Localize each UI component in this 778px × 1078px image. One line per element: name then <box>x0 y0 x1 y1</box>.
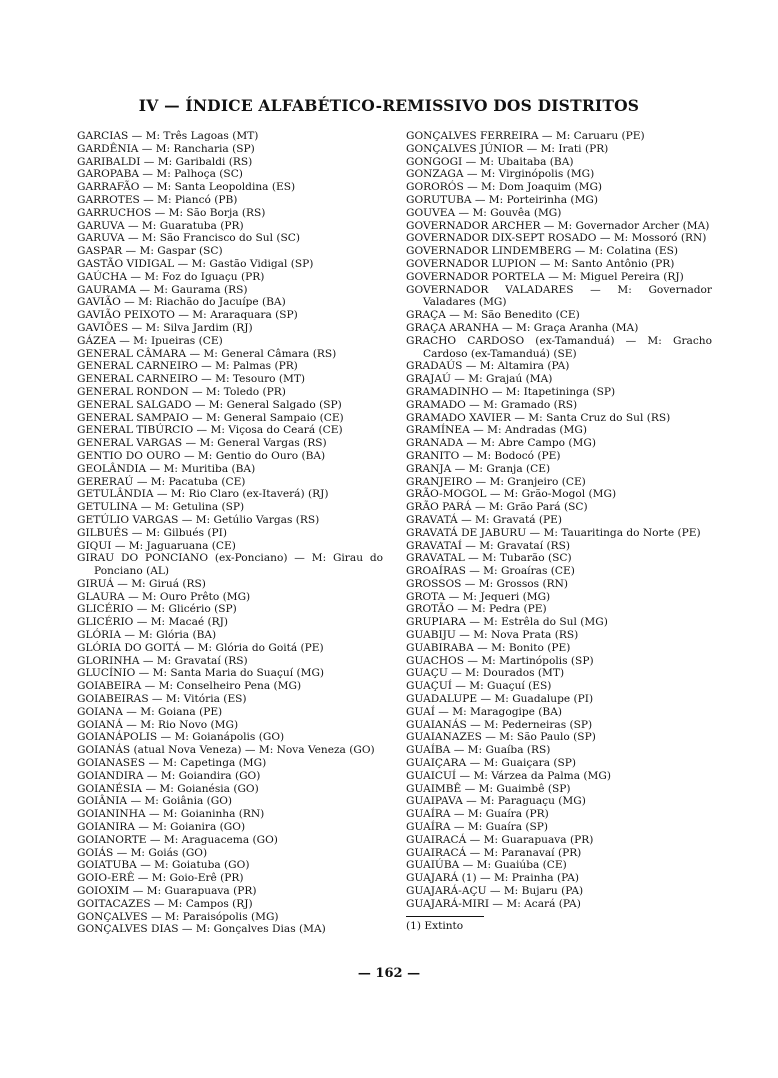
index-entry: GILBUÉS — M: Gilbués (PI) <box>77 526 227 539</box>
index-entry: GUAÍ — M: Maragogipe (BA) <box>406 705 563 718</box>
index-entry: GIRAU DO PONCIANO (ex-Ponciano) — M: Girau do Ponciano (AL) <box>77 552 383 578</box>
index-entry: GASPAR — M: Gaspar (SC) <box>77 245 223 258</box>
index-entry: GRANJA — M: Granja (CE) <box>406 462 551 475</box>
index-entry: GAVIÕES — M: Silva Jardim (RJ) <box>77 321 253 334</box>
index-entry: GUAICUÍ — M: Várzea da Palma (MG) <box>406 769 611 782</box>
index-entry: GARRUCHOS — M: São Borja (RS) <box>77 206 266 219</box>
index-entry: GUAÇU — M: Dourados (MT) <box>406 667 565 680</box>
index-entry: GRAMADINHO — M: Itapetininga (SP) <box>406 385 616 398</box>
index-entry: GIQUI — M: Jaguaruana (CE) <box>77 539 236 552</box>
index-entry: GOIANDIRA — M: Goiandira (GO) <box>77 769 261 782</box>
index-entry: GENERAL VARGAS — M: General Vargas (RS) <box>77 437 327 450</box>
index-entry: GEOLÂNDIA — M: Muritiba (BA) <box>77 462 256 475</box>
left-column <box>77 130 383 936</box>
index-entry: GOIANÁPOLIS — M: Goianápolis (GO) <box>77 731 285 744</box>
index-entry: GUAÍRA — M: Guaíra (SP) <box>406 821 549 834</box>
index-entry: GRAÇA — M: São Benedito (CE) <box>406 309 580 322</box>
index-entry: GUAIÚBA — M: Guaiúba (CE) <box>406 859 567 872</box>
index-entry: GARCIAS — M: Três Lagoas (MT) <box>77 130 259 142</box>
index-entry: GARDÊNIA — M: Rancharia (SP) <box>77 142 255 155</box>
index-entry: GRAJAÚ — M: Grajaú (MA) <box>406 373 553 386</box>
index-entry: GOVERNADOR LINDEMBERG — M: Colatina (ES) <box>406 245 678 258</box>
index-entry: GRÃO PARÁ — M: Grão Pará (SC) <box>406 501 588 514</box>
index-entry: GENERAL SAMPAIO — M: General Sampaio (CE) <box>77 411 344 424</box>
index-entry: GUAJARÁ (1) — M: Prainha (PA) <box>406 872 580 885</box>
page-number: — 162 — <box>357 966 421 981</box>
index-entry: GOVERNADOR LUPION — M: Santo Antônio (PR) <box>406 257 675 270</box>
index-entry: GRANADA — M: Abre Campo (MG) <box>406 437 596 450</box>
index-entry: GRADAÚS — M: Altamira (PA) <box>406 360 570 373</box>
index-entry: GOIO-ERÊ — M: Goio-Erê (PR) <box>77 872 244 885</box>
index-entry: GUAÍRA — M: Guaíra (PR) <box>406 808 549 821</box>
index-entry: GUAIANAZES — M: São Paulo (SP) <box>406 731 596 744</box>
index-entry: GASTÃO VIDIGAL — M: Gastão Vidigal (SP) <box>77 257 314 270</box>
index-entry: GENTIO DO OURO — M: Gentio do Ouro (BA) <box>77 449 326 462</box>
index-entry: GLORINHA — M: Gravataí (RS) <box>77 654 248 667</box>
index-entry: GRAMADO XAVIER — M: Santa Cruz do Sul (RS) <box>406 411 671 424</box>
right-entries <box>406 130 712 911</box>
index-entry: GROSSOS — M: Grossos (RN) <box>406 577 568 590</box>
index-entry: GOIABEIRA — M: Conselheiro Pena (MG) <box>77 680 302 693</box>
index-entry: GLAURA — M: Ouro Prêto (MG) <box>77 590 251 603</box>
index-entry: GUAIÇARA — M: Guaiçara (SP) <box>406 757 577 770</box>
index-entry: GENERAL CÂMARA — M: General Câmara (RS) <box>77 347 337 360</box>
index-entry: GÁZEA — M: Ipueiras (CE) <box>77 334 223 347</box>
index-entry: GRANJEIRO — M: Granjeiro (CE) <box>406 475 586 488</box>
index-entry: GARUVA — M: São Francisco do Sul (SC) <box>77 232 301 245</box>
index-entry: GETULINA — M: Getulina (SP) <box>77 501 245 514</box>
index-entry: GRAÇA ARANHA — M: Graça Aranha (MA) <box>406 321 639 334</box>
index-entry: GROTÃO — M: Pedra (PE) <box>406 603 547 616</box>
footnote-rule <box>406 916 484 917</box>
index-entry: GARROTES — M: Piancó (PB) <box>77 193 238 206</box>
index-entry: GUAIANÁS — M: Pederneiras (SP) <box>406 718 593 731</box>
index-entry: GOIANÁ — M: Rio Novo (MG) <box>77 718 239 731</box>
index-entry: GROTA — M: Jequeri (MG) <box>406 590 551 603</box>
index-entry: GONÇALVES — M: Paraisópolis (MG) <box>77 910 279 923</box>
index-entry: GARUVA — M: Guaratuba (PR) <box>77 219 244 232</box>
index-entry: GRÃO-MOGOL — M: Grão-Mogol (MG) <box>406 488 617 501</box>
index-entry: GLÓRIA — M: Glória (BA) <box>77 629 217 642</box>
index-entry: GUAIRACÁ — M: Paranavaí (PR) <box>406 846 582 859</box>
footnote: (1) Extinto <box>406 919 464 932</box>
index-entry: GERERAÚ — M: Pacatuba (CE) <box>77 475 246 488</box>
index-entry: GRAMADO — M: Gramado (RS) <box>406 398 578 411</box>
index-entry: GOIANINHA — M: Goianinha (RN) <box>77 808 265 821</box>
index-entry: GUAJARÁ-AÇU — M: Bujaru (PA) <box>406 885 584 898</box>
right-column <box>406 130 712 932</box>
index-entry: GUAÍBA — M: Guaíba (RS) <box>406 744 551 757</box>
index-entry: GENERAL TIBÚRCIO — M: Viçosa do Ceará (CE) <box>77 424 343 437</box>
index-entry: GENERAL CARNEIRO — M: Tesouro (MT) <box>77 373 306 386</box>
index-entry: GOIOXIM — M: Guarapuava (PR) <box>77 885 257 898</box>
index-entry: GRAVATAÍ — M: Gravataí (RS) <box>406 539 570 552</box>
index-entry: GENERAL SALGADO — M: General Salgado (SP) <box>77 398 342 411</box>
index-entry: GUACHOS — M: Martinópolis (SP) <box>406 654 594 667</box>
index-entry: GLICÉRIO — M: Macaé (RJ) <box>77 616 229 629</box>
index-entry: GAÚCHA — M: Foz do Iguaçu (PR) <box>77 270 265 283</box>
index-entry: GOITACAZES — M: Campos (RJ) <box>77 897 253 910</box>
index-entry: GAURAMA — M: Gaurama (RS) <box>77 283 248 296</box>
index-entry: GUAÇUÍ — M: Guaçuí (ES) <box>406 680 552 693</box>
index-entry: GRAVATÁ DE JABURU — M: Tauaritinga do Norte (PE) <box>406 526 701 539</box>
index-entry: GOUVEA — M: Gouvêa (MG) <box>406 206 562 219</box>
index-entry: GORORÓS — M: Dom Joaquim (MG) <box>406 181 603 194</box>
index-entry: GARIBALDI — M: Garibaldi (RS) <box>77 155 253 168</box>
index-entry: GOVERNADOR ARCHER — M: Governador Archer (MA) <box>406 219 710 232</box>
index-entry: GOVERNADOR VALADARES — M: Governador Valadares (MG) <box>406 283 712 309</box>
index-entry: GRACHO CARDOSO (ex-Tamanduá) — M: Gracho Cardoso (ex-Tamanduá) (SE) <box>406 334 712 360</box>
index-entry: GOIATUBA — M: Goiatuba (GO) <box>77 859 250 872</box>
index-entry: GUABIJU — M: Nova Prata (RS) <box>406 629 579 642</box>
index-entry: GETULÂNDIA — M: Rio Claro (ex-Itaverá) (RJ) <box>77 488 329 501</box>
index-entry: GOVERNADOR DIX-SEPT ROSADO — M: Mossoró (RN) <box>406 232 707 245</box>
index-entry: GLÓRIA DO GOITÁ — M: Glória do Goitá (PE) <box>77 641 324 654</box>
index-entry: GRUPIARA — M: Estrêla do Sul (MG) <box>406 616 608 629</box>
index-entry: GONGOGI — M: Ubaitaba (BA) <box>406 155 574 168</box>
index-entry: GONÇALVES FERREIRA — M: Caruaru (PE) <box>406 130 645 142</box>
index-entry: GORUTUBA — M: Porteirinha (MG) <box>406 193 599 206</box>
index-entry: GAVIÃO — M: Riachão do Jacuípe (BA) <box>77 296 286 309</box>
index-entry: GUAIPAVA — M: Paraguaçu (MG) <box>406 795 586 808</box>
index-entry: GOIANASES — M: Capetinga (MG) <box>77 757 267 770</box>
index-entry: GLUCÍNIO — M: Santa Maria do Suaçuí (MG) <box>77 667 325 680</box>
index-entry: GLICÉRIO — M: Glicério (SP) <box>77 603 237 616</box>
index-entry: GENERAL RONDON — M: Toledo (PR) <box>77 385 286 398</box>
index-entry: GRAVATAL — M: Tubarão (SC) <box>406 552 572 565</box>
index-entry: GRAVATÁ — M: Gravatá (PE) <box>406 513 563 526</box>
index-entry: GRAMÍNEA — M: Andradas (MG) <box>406 424 587 437</box>
index-entry: GAROPABA — M: Palhoça (SC) <box>77 168 243 181</box>
index-entry: GARRAFÃO — M: Santa Leopoldina (ES) <box>77 181 296 194</box>
index-entry: GONÇALVES JÚNIOR — M: Irati (PR) <box>406 142 609 155</box>
index-entry: GIRUÁ — M: Giruá (RS) <box>77 577 206 590</box>
index-entry: GAVIÃO PEIXOTO — M: Araraquara (SP) <box>77 309 298 322</box>
index-entry: GROAÍRAS — M: Groaíras (CE) <box>406 565 575 578</box>
index-entry: GOIANORTE — M: Araguacema (GO) <box>77 833 278 846</box>
index-entry: GETÚLIO VARGAS — M: Getúlio Vargas (RS) <box>77 513 320 526</box>
index-entry: GUAIMBÊ — M: Guaimbê (SP) <box>406 782 571 795</box>
index-entry: GONZAGA — M: Virginópolis (MG) <box>406 168 595 181</box>
index-entry: GOVERNADOR PORTELA — M: Miguel Pereira (RJ) <box>406 270 684 283</box>
index-entry: GUADALUPE — M: Guadalupe (PI) <box>406 693 594 706</box>
index-entry: GOIANA — M: Goiana (PE) <box>77 705 223 718</box>
index-entry: GRANITO — M: Bodocó (PE) <box>406 449 561 462</box>
index-entry: GOIANÉSIA — M: Goianésia (GO) <box>77 782 259 795</box>
index-entry: GOIÂNIA — M: Goiânia (GO) <box>77 795 233 808</box>
index-entry: GOIÁS — M: Goiás (GO) <box>77 846 208 859</box>
index-entry: GONÇALVES DIAS — M: Gonçalves Dias (MA) <box>77 923 326 936</box>
page-title: IV — ÍNDICE ALFABÉTICO-REMISSIVO DOS DISTRITOS <box>138 96 640 115</box>
index-entry: GOIANÁS (atual Nova Veneza) — M: Nova Veneza (GO) <box>77 744 375 757</box>
index-entry: GENERAL CARNEIRO — M: Palmas (PR) <box>77 360 298 373</box>
index-entry: GUAIRACÁ — M: Guarapuava (PR) <box>406 833 594 846</box>
index-entry: GOIABEIRAS — M: Vitória (ES) <box>77 693 247 706</box>
index-entry: GOIANIRA — M: Goianira (GO) <box>77 821 246 834</box>
index-entry: GUAJARÁ-MIRI — M: Acará (PA) <box>406 897 581 910</box>
index-entry: GUABIRABA — M: Bonito (PE) <box>406 641 571 654</box>
